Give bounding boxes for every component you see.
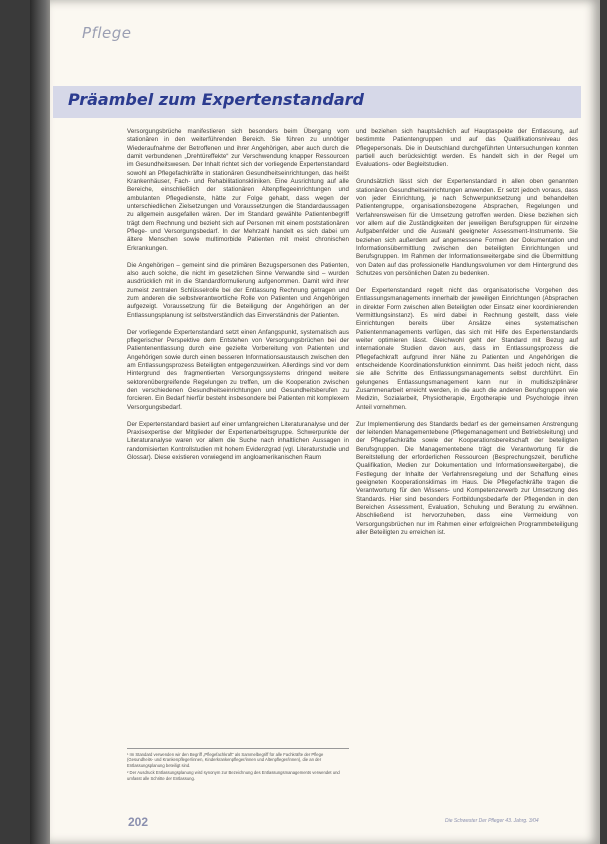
paragraph: und beziehen sich hauptsächlich auf Hauptaspekte der Entlassung, auf bestimmte Patientengruppen und auf das Qualifikationsniveau des Pflegepersonals. Die in Deutschland durchgeführten Untersuchungen konnten partiell auch berücksichtigt werden. Es handelt sich in der Regel um Evaluations- oder Begleitstudien. bbox=[356, 128, 578, 169]
footnote: ² Der Ausdruck Entlassungsplanung wird synonym zur Bezeichnung des Entlassungsmanagements verwendet und umfasst alle Schritte der Entlassung. bbox=[127, 770, 340, 781]
article-title: Präambel zum Expertenstandard bbox=[68, 90, 364, 109]
page-number: 202 bbox=[128, 815, 149, 829]
paragraph: Die Angehörigen – gemeint sind die primären Bezugspersonen des Patienten, also auch solche, die nicht im gesetzlichen Sinne Verwandte sind – wurden ausdrücklich mit in die Standardformulierung aufgenommen. Damit wird ihrer zumeist zentralen Schlüsselrolle bei der Entlassung Rechnung getragen und zum anderen die selbstverantwortliche Rolle von Patienten und Angehörigen aufgezeigt. Voraussetzung für die Beteiligung der Angehörigen an der Entlassungsplanung ist selbstverständlich das Einverständnis der Patienten. bbox=[127, 261, 349, 319]
paragraph: Grundsätzlich lässt sich der Expertenstandard in allen oben genannten stationären Gesundheitseinrichtungen anwenden. Er setzt jedoch voraus, dass von jeder Einrichtung, je nach Schwerpunktsetzung und behandelten Patientengruppe, organisationsbezogene Absprachen, Regelungen und Verfahrensweisen für die Umsetzung getroffen werden. Diese beziehen sich vor allem auf die Zuständigkeiten der jeweiligen Berufsgruppen für einzelne Aufgabenfelder und die Auswahl geeigneter Assessment-Instrumente. Sie beziehen sich außerdem auf angemessene Formen der Dokumentation und Informationsübermittlung zwischen den beteiligten Einrichtungen und Berufsgruppen. Im Rahmen der Informationsweitergabe sind die Übermittlung von Daten auf das professionelle Handlungsvolumen vor dem Hintergrund des Schutzes von persönlichen Daten zu bedenken. bbox=[356, 178, 578, 277]
paragraph: Der Expertenstandard regelt nicht das organisatorische Vorgehen des Entlassungsmanagements innerhalb der jeweiligen Einrichtungen (Absprachen in direkter Form zwischen allen Beteiligten oder Einsatz einer koordinierenden Vermittlungsinstanz). Es wird dabei in Rechnung gestellt, dass viele Einrichtungen bereits über Ansätze eines systematischen Patientenmanagements verfügen, das sich mit Hilfe des Expertenstandards weiter optimieren lässt. Gleichwohl geht der Standard mit Bezug auf internationale Studien davon aus, dass im Entlassungsprozess die Pflegefachkraft aufgrund ihrer Nähe zu Patienten und Angehörigen die entscheidende Koordinationsfunktion einnimmt. Das heißt jedoch nicht, dass sie alle Schritte des Entlassungsmanagements selbst durchführt. Ein gelungenes Entlassungsmanagement kann nur in multidisziplinärer Zusammenarbeit erreicht werden, in die auch die anderen Berufsgruppen wie Medizin, Sozialarbeit, Physiotherapie, Ergotherapie und Psychologie ihren Anteil vornehmen. bbox=[356, 286, 578, 411]
journal-footer: Die Schwester Der Pfleger 43. Jahrg. 3/04 bbox=[445, 818, 539, 824]
paragraph: Zur Implementierung des Standards bedarf es der gemeinsamen Anstrengung der leitenden Managementebene (Pflegemanagement und Betriebsleitung) und der Pflegefachkräfte sowie der Kooperationsbereitschaft der beteiligten Berufsgruppen. Die Managementebene trägt die Verantwortung für die Bereitstellung der erforderlichen Ressourcen (Besprechungszeit, berufliche Qualifikation, Medien zur Dokumentation und Informationsweitergabe), die Festlegung der Inhalte der Verfahrensregelung und der Schaffung eines geeigneten Kooperationsklimas im Haus. Die Pflegefachkräfte tragen die Verantwortung für den Wissens- und Kompetenzerwerb zur Umsetzung des Standards. Hier sind besonders Fortbildungsbedarfe der Pflegenden in den Bereichen Assessment, Evaluation, Schulung und Beratung zu erwähnen. Abschließend ist hervorzuheben, dass eine Vermeidung von Versorgungsbrüchen nur im Rahmen einer erfolgreichen Programmbeteiligung aller Beteiligten zu erreichen ist. bbox=[356, 420, 578, 536]
footnote: ¹ Im Standard verwenden wir den Begriff „Pflegefachkraft“ als Sammelbegriff für alle Fachkräfte der Pflege (Gesundheits- und Krankenpfleger/innen, Kinderkrankenpfleger/innen und Altenpfleger/innen), die an der Entlassungsplanung beteiligt sind. bbox=[127, 752, 324, 768]
left-text-column bbox=[127, 128, 349, 471]
section-label: Pflege bbox=[82, 24, 132, 42]
footnotes bbox=[127, 748, 349, 783]
paragraph: Der vorliegende Expertenstandard setzt einen Anfangspunkt, systematisch aus pflegerischer Perspektive dem Entstehen von Versorgungsbrüchen bei der Patientenentlassung durch eine gezielte Vorbereitung von Patienten und Angehörigen sowie durch einen besseren Informationsaustausch zwischen den am Entlassungsprozess Beteiligten entgegenzuwirken. Allerdings sind vor dem Hintergrund des fragmentierten Versorgungssystems dringend weitere sektorenübergreifende Regelungen zu treffen, um die Kooperation zwischen den verschiedenen Gesundheitseinrichtungen und Gesundheitsberufen zu forcieren. Ein Bedarf hierfür besteht insbesondere bei Patienten mit komplexem Versorgungsbedarf. bbox=[127, 328, 349, 411]
paragraph: Versorgungsbrüche manifestieren sich besonders beim Übergang vom stationären in den weiterführenden Bereich. Sie führen zu unnötiger Wiederaufnahme der Betroffenen und ihrer Angehörigen, aber auch durch die damit verbundenen „Drehtüreffekte“ zur Verschwendung knapper Ressourcen im Gesundheitswesen. Der Inhalt richtet sich der vorliegende Expertenstandard sowohl an Pflegefachkräfte in stationären Gesundheitseinrichtungen, das heißt Krankenhäuser, Fach- und Rehabilitationskliniken. Eine Ausrichtung auf alle Bereiche, einschließlich der stationären Altenpflegeeinrichtungen und ambulanten Pflegedienste, hätte zur Folge gehabt, dass wegen der unterschiedlichen Zielsetzungen und Voraussetzungen die Standardaussagen zu allgemein ausgefallen wären. Der im Standard gewählte Patientenbegriff trägt dem Rechnung und bezieht sich auf Personen mit einem poststationären Pflege- und Versorgungsbedarf. In der Mehrzahl handelt es sich dabei um ältere Menschen sowie multimorbide Patienten mit meist chronischen Erkrankungen. bbox=[127, 128, 349, 252]
right-text-column bbox=[356, 128, 578, 546]
paragraph: Der Expertenstandard basiert auf einer umfangreichen Literaturanalyse und der Praxisexpertise der Mitglieder der Expertenarbeitsgruppe. Schwerpunkte der Literaturanalyse waren vor allem die Suche nach inhaltlichen Aussagen in randomisierten Kontrollstudien mit hohem Evidenzgrad (vgl. Literaturstudie und Glossar). Diese existieren vorwiegend im angloamerikanischen Raum bbox=[127, 420, 349, 461]
